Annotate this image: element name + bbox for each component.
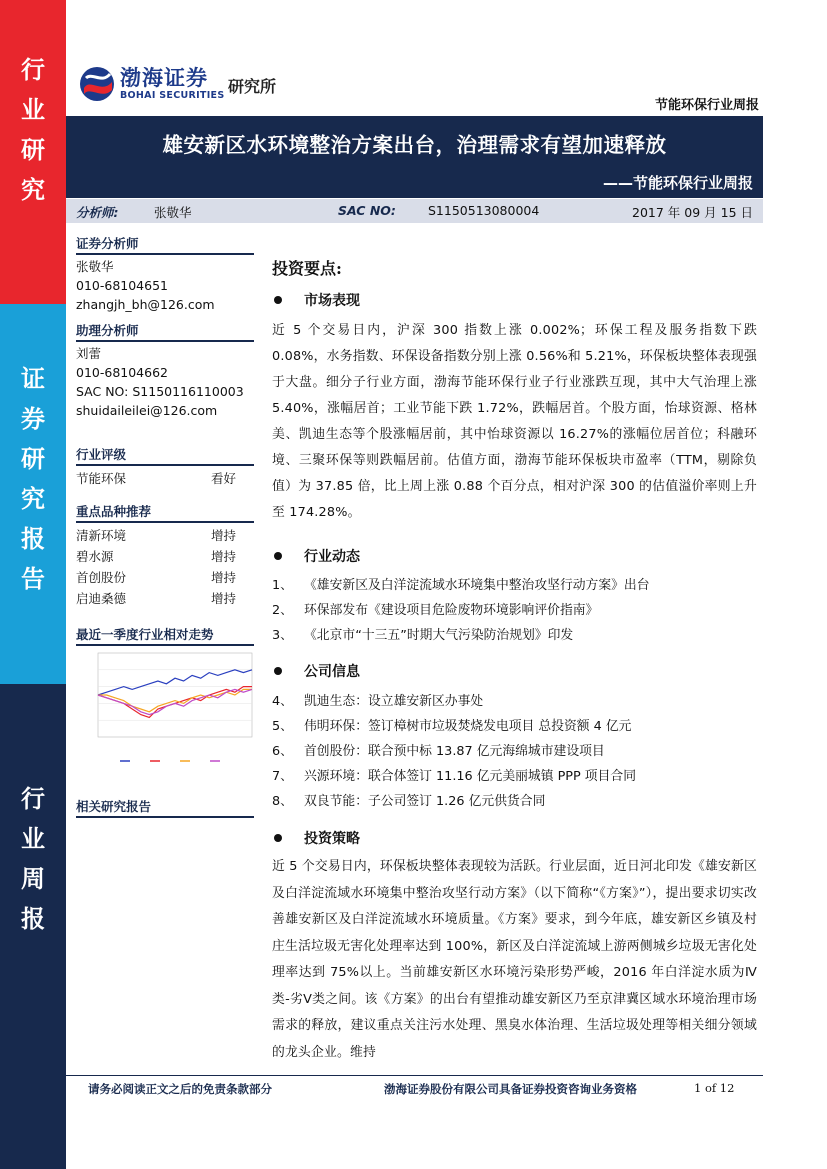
strategy-paragraph: 近 5 个交易日内，环保板块整体表现较为活跃。行业层面，近日河北印发《雄安新区及白洋淀流域水环境集中整治攻坚行动方案》（以下简称“《方案》”），提出要求切实改善雄安新区及白洋淀流域水环境质量。《方案》要求，到今年底，雄安新区乡镇及村庄生活垃圾无害化处理率达到 100%，新区及白洋淀流域上游两侧城乡垃圾无害化处理率达到 75%以上。当前雄安新区水环境污染形势严峻，2016 年白洋淀水质为Ⅳ类-劣Ⅴ类之间。该《方案》的出台有望推动雄安新区乃至京津冀区域水环境治理市场需求的释放，建议重点关注污水处理、黑臭水体治理、生活垃圾处理等相关细分领域的龙头企业。维持 [272,859,757,1060]
sidebar-char: 业 [21,95,45,124]
picks-section [76,502,254,609]
logo-en-text: BOHAI SECURITIES [120,90,225,101]
sidebar-char: 券 [21,404,45,433]
logo-mark-icon [78,64,116,104]
item-number: 4、 [272,694,293,709]
company-list [272,689,757,814]
strategy-heading [272,828,757,848]
rating-section [76,445,254,489]
rating-heading: 行业评级 [76,445,254,466]
item-number: 6、 [272,744,293,759]
analyst-heading: 证券分析师 [76,234,254,255]
market-paragraph: 近 5 个交易日内，沪深 300 指数上涨 0.002%；环保工程及服务指数下跌 0.08%，水务指数、环保设备指数分别上涨 0.56%和 5.21%，环保板块整体表现强于大盘。细分子行业方面，渤海节能环保行业子行业涨跌互现，其中大气治理上涨 5.40%，涨幅居首；工业节能下跌 1.72%，跌幅居首。个股方面，怡球资源、格林美、凯迪生态等个股涨幅居前，其中怡球资源以 16.27%的涨幅位居首位；科融环境、三聚环保等则跌幅居前。估值方面，渤海节能环保板块市盈率（TTM，剔除负值）为 37.85 倍，比上周上涨 0.88 个百分点，相对沪深 300 的估值溢价率则上升至 174.28%。 [272,323,757,520]
industry-section [272,546,757,648]
company-section [272,661,757,814]
assistant-email[interactable]: shuidaileilei@126.com [76,403,218,418]
item-text: 兴源环境：联合体签订 11.16 亿元美丽城镇 PPP 项目合同 [304,769,636,784]
list-item [272,789,757,814]
page-footer [66,1075,763,1099]
points-title-wrap [272,256,757,279]
sidebar-char: 研 [21,444,45,473]
sac-number: S1150513080004 [428,203,540,218]
item-text: 环保部发布《建设项目危险废物环境影响评价指南》 [304,603,599,618]
market-heading-text: 市场表现 [304,293,360,309]
points-title: 投资要点: [272,259,342,278]
company-logo [78,62,298,106]
item-text: 伟明环保：签订樟树市垃圾焚烧发电项目 总投资额 4 亿元 [304,719,632,734]
related-section [76,797,254,820]
institute-label: 研究所 [228,77,277,96]
trend-chart-svg [80,645,256,773]
page-number: 1 of 12 [694,1081,735,1095]
analyst-line: 张敬华 [76,259,114,274]
pick-row [76,567,254,588]
relative-trend-chart [80,645,256,773]
pick-value: 增持 [210,549,236,564]
related-heading: 相关研究报告 [76,797,254,818]
pick-name: 启迪桑德 [76,591,127,606]
industry-list [272,573,757,648]
sidebar-char: 究 [21,175,45,204]
logo-cn-text: 渤海证券 [120,66,208,90]
picks-heading: 重点品种推荐 [76,502,254,523]
item-number: 8、 [272,794,293,809]
sidebar-char: 研 [21,135,45,164]
title-banner [66,116,763,198]
item-text: 《北京市“十三五”时期大气污染防治规划》印发 [304,628,574,643]
item-text: 《雄安新区及白洋淀流域水环境集中整治攻坚行动方案》出台 [304,578,650,593]
bullet-dot-icon [274,552,282,560]
sidebar-char: 告 [21,564,45,593]
list-item [272,573,757,598]
report-title: 雄安新区水环境整治方案出台，治理需求有望加速释放 [162,133,667,157]
analyst-label: 分析师: [76,205,119,220]
analyst-line: 010-68104651 [76,278,168,293]
strategy-section [272,828,757,1066]
list-item [272,739,757,764]
pick-value: 增持 [210,528,236,543]
list-item [272,714,757,739]
assistant-line: 刘蕾 [76,346,102,361]
report-type: 节能环保行业周报 [654,98,759,113]
item-number: 2、 [272,603,293,618]
sidebar-char: 行 [21,784,45,813]
bullet-dot-icon [274,667,282,675]
rating-value: 看好 [210,471,236,486]
item-text: 凯迪生态：设立雄安新区办事处 [304,694,484,709]
market-heading [272,290,757,310]
sidebar-char: 报 [21,524,45,553]
bullet-dot-icon [274,296,282,304]
footer-qualification: 渤海证券股份有限公司具备证券投资咨询业务资格 [384,1082,637,1096]
analyst-email[interactable]: zhangjh_bh@126.com [76,297,215,312]
pick-name: 首创股份 [76,570,127,585]
list-item [272,764,757,789]
chart-frame [98,653,252,737]
sac-label: SAC NO: [338,203,396,218]
rating-name: 节能环保 [76,471,127,486]
sidebar-char: 报 [21,904,45,933]
item-text: 首创股份：联合预中标 13.87 亿元海绵城市建设项目 [304,744,605,759]
pick-value: 增持 [210,570,236,585]
list-item [272,623,757,648]
strategy-heading-text: 投资策略 [304,831,360,847]
industry-heading [272,546,757,566]
assistant-line: SAC NO: S1150116110003 [76,384,244,399]
sidebar-char: 究 [21,484,45,513]
item-text: 双良节能：子公司签订 1.26 亿元供货合同 [304,794,546,809]
list-item [272,598,757,623]
analyst-name: 张敬华 [154,205,192,220]
sidebar-char: 业 [21,824,45,853]
item-number: 3、 [272,628,293,643]
pick-value: 增持 [210,591,236,606]
assistant-heading: 助理分析师 [76,321,254,342]
item-number: 7、 [272,769,293,784]
item-number: 5、 [272,719,293,734]
pick-row [76,546,254,567]
assistant-section [76,321,254,420]
list-item [272,689,757,714]
trend-heading: 最近一季度行业相对走势 [76,625,254,646]
sidebar-char: 行 [21,55,45,84]
company-heading-text: 公司信息 [304,664,360,680]
sidebar-securities-report [0,304,66,684]
company-heading [272,661,757,681]
item-number: 1、 [272,578,293,593]
report-date: 2017 年 09 月 15 日 [632,205,753,220]
pick-name: 清新环境 [76,528,127,543]
analyst-section [76,234,254,314]
bullet-dot-icon [274,834,282,842]
footer-disclaimer[interactable]: 请务必阅读正文之后的免责条款部分 [88,1082,272,1096]
pick-row [76,525,254,546]
chart-series-line-3 [98,689,252,711]
analyst-info-bar [66,199,763,223]
market-section [272,290,757,526]
pick-name: 碧水源 [76,549,114,564]
rating-row [76,468,254,489]
sidebar-char: 证 [21,364,45,393]
sidebar-char: 周 [21,864,45,893]
sidebar-weekly [0,684,66,1169]
industry-heading-text: 行业动态 [304,549,360,565]
assistant-line: 010-68104662 [76,365,168,380]
pick-row [76,588,254,609]
report-subtitle: ——节能环保行业周报 [602,174,753,192]
sidebar-industry-research [0,0,66,304]
